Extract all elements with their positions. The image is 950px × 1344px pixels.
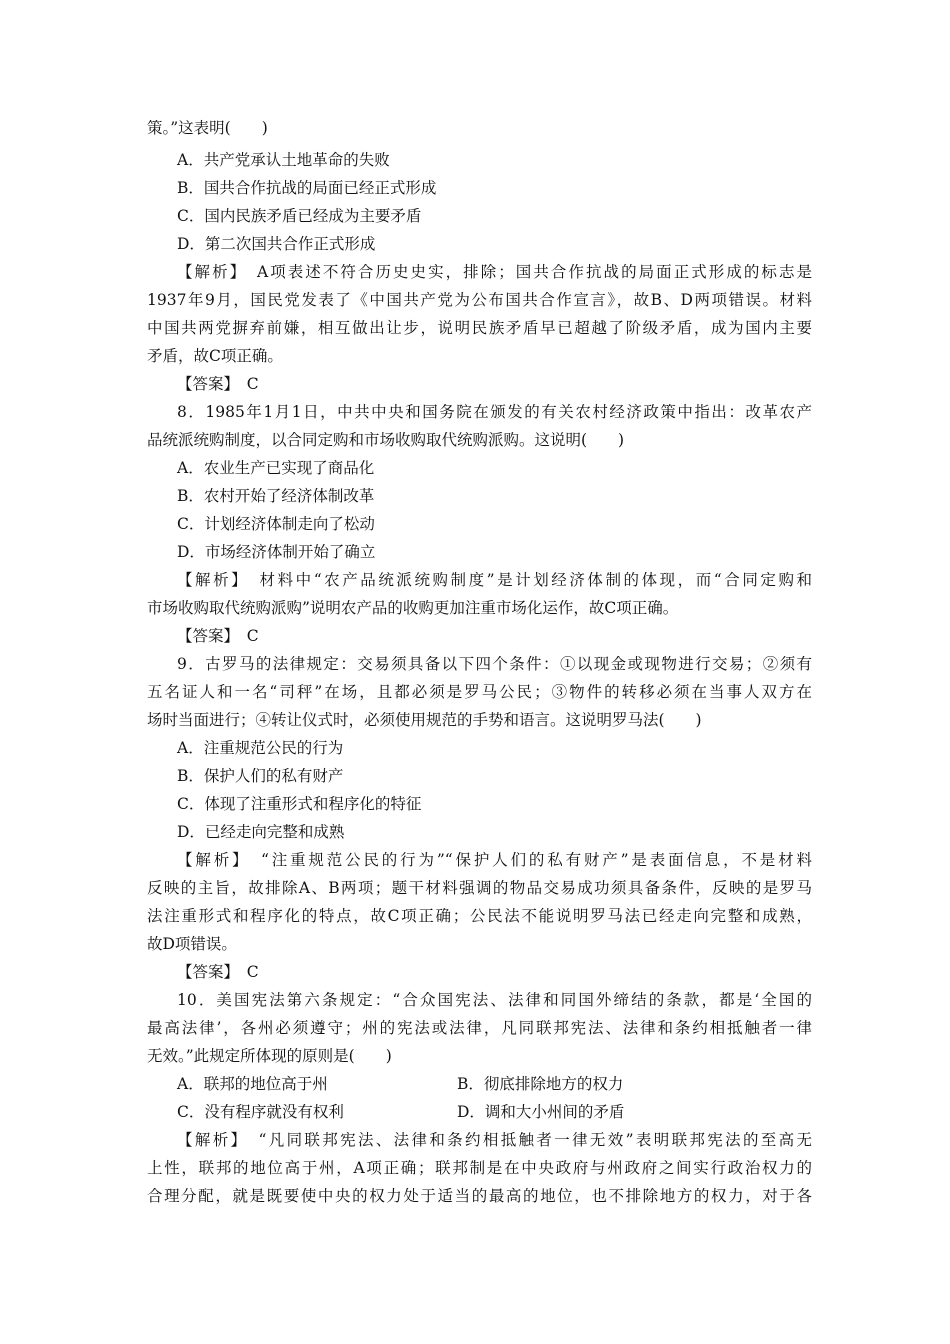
question-stem-line: 策。”这表明( ) — [147, 119, 268, 137]
analysis-line: 中国共两党摒弃前嫌，相互做出让步，说明民族矛盾早已超越了阶级矛盾，成为国内主要 — [147, 319, 812, 337]
option-b: B．农村开始了经济体制改革 — [177, 487, 375, 505]
option-d: D．已经走向完整和成熟 — [177, 823, 345, 841]
question-9-stem: 场时当面进行；④转让仪式时，必须使用规范的手势和语言。这说明罗马法( ) — [147, 711, 702, 729]
option-a: A．联邦的地位高于州 — [177, 1075, 328, 1093]
question-9-stem: 五名证人和一名“司秤”在场，且都必须是罗马公民；③物件的转移必须在当事人双方在 — [147, 683, 812, 701]
analysis-line: 上性，联邦的地位高于州，A项正确；联邦制是在中央政府与州政府之间实行政治权力的 — [147, 1159, 812, 1177]
option-b: B．彻底排除地方的权力 — [457, 1075, 624, 1093]
option-c: C．计划经济体制走向了松动 — [177, 515, 375, 533]
option-b: B．保护人们的私有财产 — [177, 767, 344, 785]
option-d: D．调和大小州间的矛盾 — [457, 1103, 625, 1121]
analysis-line: 矛盾，故C项正确。 — [147, 347, 283, 365]
analysis-line: 合理分配，就是既要使中央的权力处于适当的最高的地位，也不排除地方的权力，对于各 — [147, 1187, 812, 1205]
answer-line: 【答案】 C — [177, 375, 259, 393]
analysis-line: 1937年9月，国民党发表了《中国共产党为公布国共合作宣言》，故B、D两项错误。材料 — [147, 291, 812, 309]
analysis-line: 市场收购取代统购派购”说明农产品的收购更加注重市场化运作，故C项正确。 — [147, 599, 679, 617]
option-c: C．体现了注重形式和程序化的特征 — [177, 795, 422, 813]
option-a: A．共产党承认土地革命的失败 — [177, 151, 390, 169]
option-d: D．第二次国共合作正式形成 — [177, 235, 376, 253]
analysis-line: 反映的主旨，故排除A、B两项；题干材料强调的物品交易成功须具备条件，反映的是罗马 — [147, 879, 812, 897]
option-c: C．国内民族矛盾已经成为主要矛盾 — [177, 207, 422, 225]
option-d: D．市场经济体制开始了确立 — [177, 543, 376, 561]
question-10-stem: 最高法律’，各州必须遵守；州的宪法或法律，凡同联邦宪法、法律和条约相抵触者一律 — [147, 1019, 812, 1037]
analysis-line: 【解析】 “凡同联邦宪法、法律和条约相抵触者一律无效”表明联邦宪法的至高无 — [177, 1131, 812, 1149]
analysis-line: 【解析】 材料中“农产品统派统购制度”是计划经济体制的体现，而“合同定购和 — [177, 571, 812, 589]
analysis-line: 故D项错误。 — [147, 935, 237, 953]
option-a: A．农业生产已实现了商品化 — [177, 459, 375, 477]
analysis-line: 【解析】 A项表述不符合历史史实，排除；国共合作抗战的局面正式形成的标志是 — [177, 263, 812, 281]
option-c: C．没有程序就没有权利 — [177, 1103, 344, 1121]
question-8-stem: 品统派统购制度，以合同定购和市场收购取代统购派购。这说明( ) — [147, 431, 625, 449]
answer-line: 【答案】 C — [177, 627, 259, 645]
option-a: A．注重规范公民的行为 — [177, 739, 344, 757]
question-10-stem: 10．美国宪法第六条规定：“合众国宪法、法律和同国外缔结的条款，都是‘全国的 — [177, 991, 812, 1009]
analysis-line: 【解析】 “注重规范公民的行为”“保护人们的私有财产”是表面信息，不是材料 — [177, 851, 812, 869]
question-9-stem: 9．古罗马的法律规定：交易须具备以下四个条件：①以现金或现物进行交易；②须有 — [177, 655, 812, 673]
question-8-stem: 8．1985年1月1日，中共中央和国务院在颁发的有关农村经济政策中指出：改革农产 — [177, 403, 812, 421]
question-10-stem: 无效。”此规定所体现的原则是( ) — [147, 1047, 392, 1065]
option-b: B．国共合作抗战的局面已经正式形成 — [177, 179, 437, 197]
analysis-line: 法注重形式和程序化的特点，故C项正确；公民法不能说明罗马法已经走向完整和成熟， — [147, 907, 812, 925]
answer-line: 【答案】 C — [177, 963, 259, 981]
